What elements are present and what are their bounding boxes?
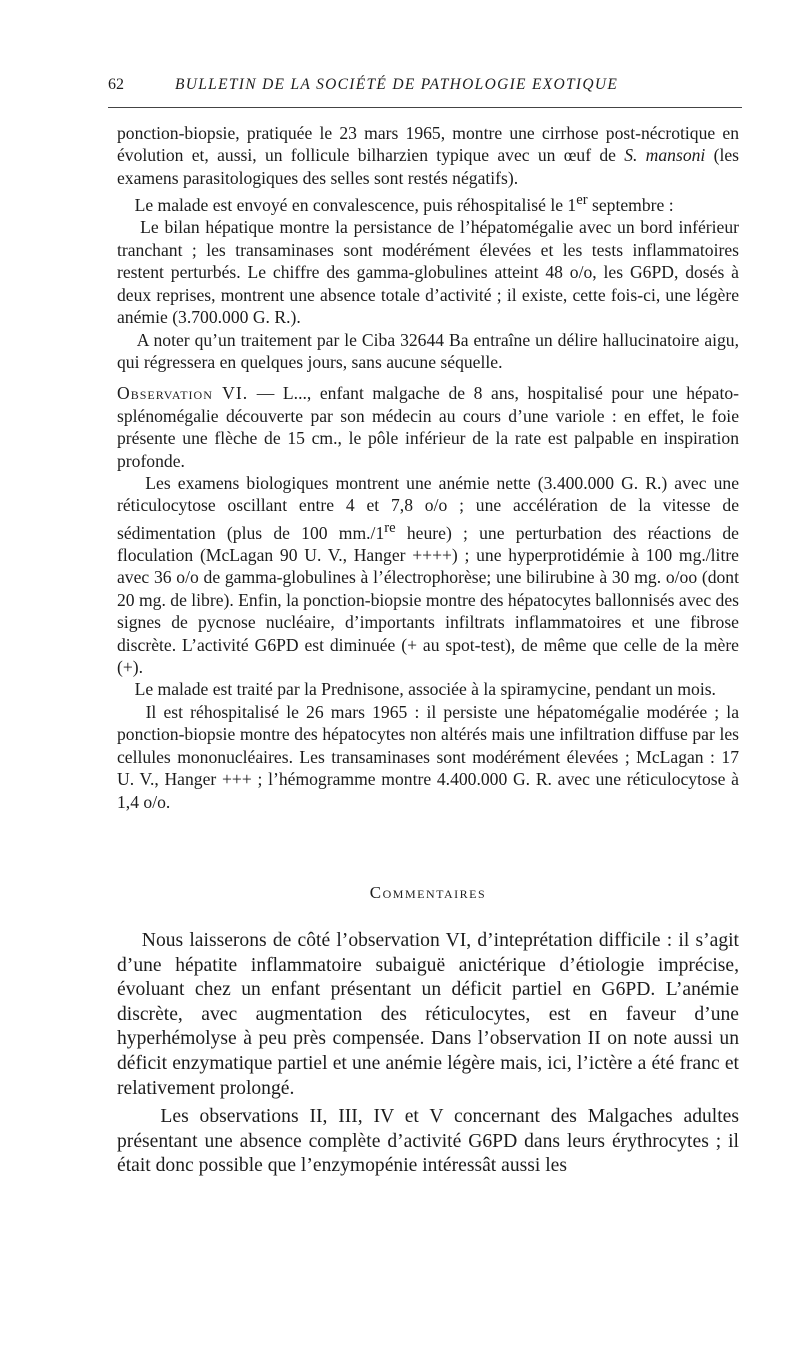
- observation-vi-rehospitalisation: Il est réhospitalisé le 26 mars 1965 : il persiste une hépatomégalie modérée ; la ponction-biopsie montre des hépatocytes non altérés mais une infiltration diffuse par les cellules mononucléaires. Les transaminases sont modérément élevées ; McLagan : 17 U. V., Hanger +++ ; l’hémogramme montre 4.400.000 G. R. avec une réticulocytose à 1,4 o/o.: [117, 701, 740, 812]
- commentaires-paragraph-1: Nous laisserons de côté l’observation VI, d’inteprétation difficile : il s’agit d’une hépatite inflammatoire subaiguë anictérique d’étiologie imprécise, évoluant chez un enfant présentant un déficit partiel en G6PD. L’anémie discrète, avec augmentation des réticulocytes, est en faveur d’une hyperhémolyse à peu près compensée. Dans l’observation II on note aussi un déficit enzymatique partiel et une anémie légère mais, ici, l’ictère a été franc et relativement prolongé.: [117, 930, 740, 1099]
- commentaires-paragraph-2: Les observations II, III, IV et V concernant des Malgaches adultes présentant une absence complète d’activité G6PD dans leurs érythrocytes ; il était donc possible que l’enzymopénie intéressât aussi les: [117, 1106, 739, 1177]
- header-rule: [108, 107, 742, 108]
- observation-vi-lab-results: Les examens biologiques montrent une anémie nette (3.400.000 G. R.) avec une réticulocytose oscillant entre 4 et 7,8 o/o ; une accélération de la vitesse de sédimentation (plus de 100 mm./1re heure) ; une perturbation des réactions de floculation (McLagan 90 U. V., Hanger ++++) ; une hyperprotidémie à 100 mg./litre avec 36 o/o de gamma-globulines à l’électrophorèse; une bilirubine à 30 mg. o/oo (dont 20 mg. de libre). Enfin, la ponction-biopsie montre des hépatocytes ballonnisés avec des signes de pycnose nucléaire, d’importants infiltrats inflammatoires et une fibrose discrète. L’activité G6PD est diminuée (+ au spot-test), de même que celle de la mère (+).: [117, 472, 740, 678]
- running-title: BULLETIN DE LA SOCIÉTÉ DE PATHOLOGIE EXOTIQUE: [175, 76, 619, 93]
- paragraph-biopsy: ponction-biopsie, pratiquée le 23 mars 1965, montre une cirrhose post-nécrotique en évolution et, aussi, un follicule bilharzien typique avec un œuf de S. mansoni (les examens parasitologiques des selles sont restés négatifs).: [117, 123, 739, 188]
- observation-label: Observation VI.: [117, 383, 249, 404]
- paragraph-convalescence: Le malade est envoyé en convalescence, puis réhospitalisé le 1er septembre :: [134, 192, 674, 216]
- body-text-upper: [117, 122, 739, 813]
- paragraph-ciba-note: A noter qu’un traitement par le Ciba 32644 Ba entraîne un délire hallucinatoire aigu, qui régressera en quelques jours, sans aucune séquelle.: [117, 329, 740, 372]
- page-number: 62: [108, 76, 124, 93]
- running-header: [108, 76, 742, 98]
- body-text-commentaires: [117, 929, 739, 1179]
- paragraph-hepatic-assessment: Le bilan hépatique montre la persistance de l’hépatomégalie avec un bord inférieur tranchant ; les transaminases sont modérément élevées et les tests inflammatoires restent perturbés. Le chiffre des gamma-globulines atteint 48 o/o, les G6PD, dosés à deux reprises, montrent une absence totale d’activité ; il existe, cette fois-ci, une légère anémie (3.700.000 G. R.).: [117, 217, 740, 328]
- observation-vi-intro: Observation VI. — L..., enfant malgache de 8 ans, hospitalisé pour une hépato-splénomégalie découverte par son médecin au cours d’une variole : en effet, le foie présente une flèche de 15 cm., le pôle inférieur de la rate est palpable en inspiration profonde.: [117, 383, 739, 471]
- species-name: S. mansoni: [624, 145, 706, 166]
- observation-vi-treatment: Le malade est traité par la Prednisone, associée à la spiramycine, pendant un mois.: [134, 679, 716, 700]
- section-heading-commentaires: Commentaires: [369, 883, 487, 902]
